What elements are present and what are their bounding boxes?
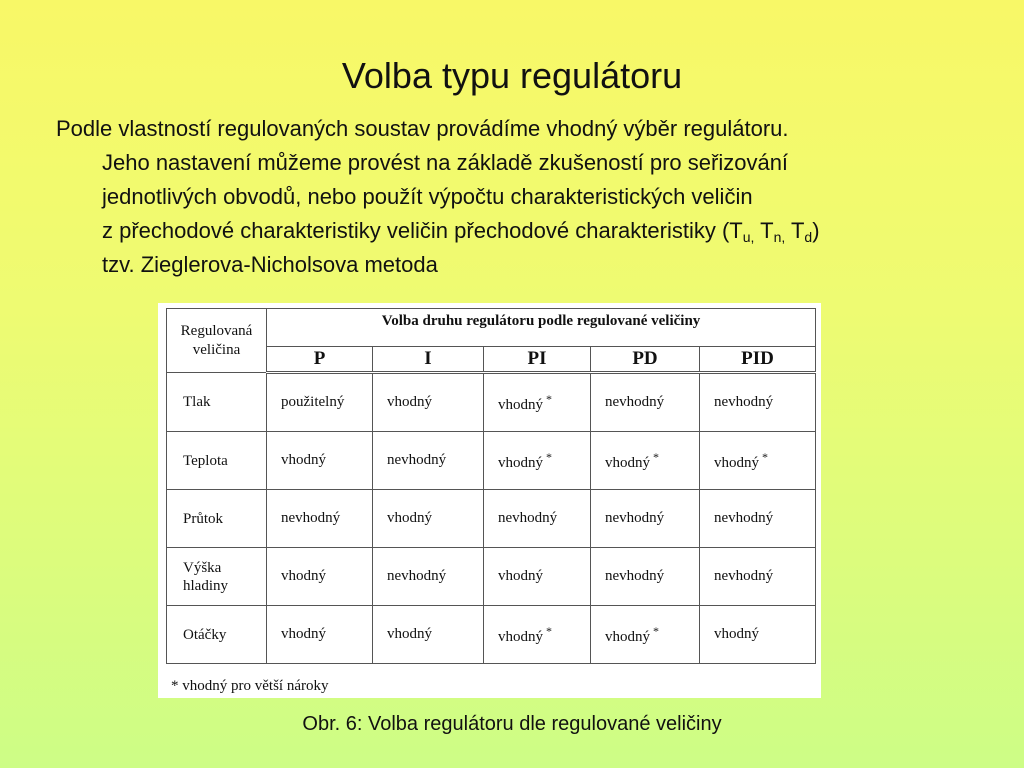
suitability-cell: [591, 432, 700, 490]
suitability-value: vhodný: [281, 626, 326, 642]
row-variable-name: [167, 373, 267, 432]
paragraph-line-5: tzv. Zieglerova-Nicholsova metoda: [102, 252, 438, 277]
suitability-value: nevhodný: [387, 452, 447, 468]
subscript-d: d: [804, 229, 813, 245]
suitability-value: nevhodný: [714, 568, 774, 584]
regulator-selection-table: [166, 308, 816, 664]
suitability-cell: [484, 548, 591, 606]
paragraph-line-2: Jeho nastavení můžeme provést na základě zkušeností pro seřizování: [102, 150, 789, 175]
suitability-value: vhodný: [281, 452, 326, 468]
suitability-cell: [700, 432, 816, 490]
suitability-value: nevhodný: [714, 510, 774, 526]
suitability-value: vhodný: [605, 628, 650, 645]
header-controlled-variable: [167, 309, 267, 373]
table-row: [167, 548, 816, 606]
row-variable-name-line: hladiny: [183, 577, 228, 594]
suitability-cell: [373, 490, 484, 548]
suitability-cell: [591, 490, 700, 548]
row-variable-name-line: Průtok: [183, 510, 224, 527]
footnote-star-marker: *: [653, 449, 659, 464]
suitability-value: vhodný: [387, 626, 432, 642]
footnote-star-marker: *: [546, 391, 552, 406]
suitability-cell: [373, 606, 484, 664]
paragraph-line-3: jednotlivých obvodů, nebo použít výpočtu charakteristických veličin: [102, 184, 753, 209]
suitability-value: vhodný: [714, 454, 759, 471]
row-variable-name-line: Výška: [183, 559, 222, 576]
paragraph-line-4-end: ): [812, 218, 820, 243]
row-variable-name-line: Teplota: [183, 452, 228, 469]
suitability-cell: [700, 373, 816, 432]
suitability-value: nevhodný: [605, 568, 665, 584]
suitability-cell: [484, 432, 591, 490]
header-label-line-1: Regulovaná: [180, 322, 253, 339]
suitability-value: vhodný: [498, 454, 543, 471]
footnote-star-marker: *: [546, 623, 552, 638]
slide-title: Volba typu regulátoru: [341, 55, 683, 96]
paragraph-line-1: Podle vlastností regulovaných soustav provádíme vhodný výběr regulátoru.: [56, 116, 789, 141]
header-type-pi: PI: [484, 347, 591, 373]
suitability-cell: [484, 606, 591, 664]
table-footnote: * vhodný pro větší nároky: [171, 678, 329, 694]
header-label-line-2: veličina: [192, 341, 241, 358]
paragraph-line-4-t3: T: [785, 218, 805, 243]
suitability-value: vhodný: [387, 394, 432, 410]
row-variable-name: [167, 548, 267, 606]
regulator-selection-figure: [158, 303, 821, 698]
row-variable-name: [167, 606, 267, 664]
table-row: [167, 373, 816, 432]
suitability-cell: [484, 490, 591, 548]
table-row: [167, 606, 816, 664]
suitability-cell: [484, 373, 591, 432]
row-variable-name: [167, 432, 267, 490]
subscript-u: u,: [742, 229, 755, 245]
paragraph-line-4-text: z přechodové charakteristiky veličin přechodové charakteristiky (T: [102, 218, 743, 243]
footnote-star-marker: *: [653, 623, 659, 638]
footnote-star-marker: *: [546, 449, 552, 464]
suitability-cell: [591, 373, 700, 432]
suitability-value: vhodný: [714, 626, 759, 642]
suitability-cell: [267, 432, 373, 490]
suitability-cell: [267, 548, 373, 606]
footnote-star-marker: *: [762, 449, 768, 464]
row-variable-name-line: Tlak: [183, 394, 211, 410]
suitability-cell: [591, 606, 700, 664]
suitability-cell: [373, 432, 484, 490]
suitability-value: nevhodný: [387, 568, 447, 584]
header-type-p: P: [267, 347, 373, 373]
figure-caption: Obr. 6: Volba regulátoru dle regulované veličiny: [302, 713, 722, 735]
table-row: [167, 432, 816, 490]
suitability-value: nevhodný: [498, 510, 558, 526]
suitability-value: vhodný: [498, 396, 543, 413]
suitability-value: nevhodný: [605, 394, 665, 410]
suitability-value: vhodný: [605, 454, 650, 471]
header-type-pid: PID: [700, 347, 816, 373]
suitability-value: vhodný: [498, 568, 543, 584]
slide-paragraph: [56, 112, 976, 282]
suitability-value: vhodný: [281, 568, 326, 584]
suitability-value: vhodný: [498, 628, 543, 645]
table-body: [167, 373, 816, 664]
suitability-cell: [700, 548, 816, 606]
suitability-value: použitelný: [281, 394, 345, 410]
suitability-cell: [373, 373, 484, 432]
table-row: [167, 490, 816, 548]
row-variable-name: [167, 490, 267, 548]
suitability-cell: [700, 606, 816, 664]
suitability-value: vhodný: [387, 510, 432, 526]
paragraph-line-4-t2: T: [754, 218, 774, 243]
suitability-value: nevhodný: [605, 510, 665, 526]
suitability-cell: [373, 548, 484, 606]
suitability-cell: [700, 490, 816, 548]
header-type-i: I: [373, 347, 484, 373]
suitability-cell: [267, 606, 373, 664]
header-table-title: Volba druhu regulátoru podle regulované veličiny: [267, 309, 816, 347]
row-variable-name-line: Otáčky: [183, 626, 227, 643]
suitability-cell: [591, 548, 700, 606]
suitability-value: nevhodný: [281, 510, 341, 526]
subscript-n: n,: [773, 229, 786, 245]
suitability-cell: [267, 490, 373, 548]
suitability-value: nevhodný: [714, 394, 774, 410]
suitability-cell: [267, 373, 373, 432]
paragraph-line-4: [56, 214, 976, 248]
header-type-pd: PD: [591, 347, 700, 373]
